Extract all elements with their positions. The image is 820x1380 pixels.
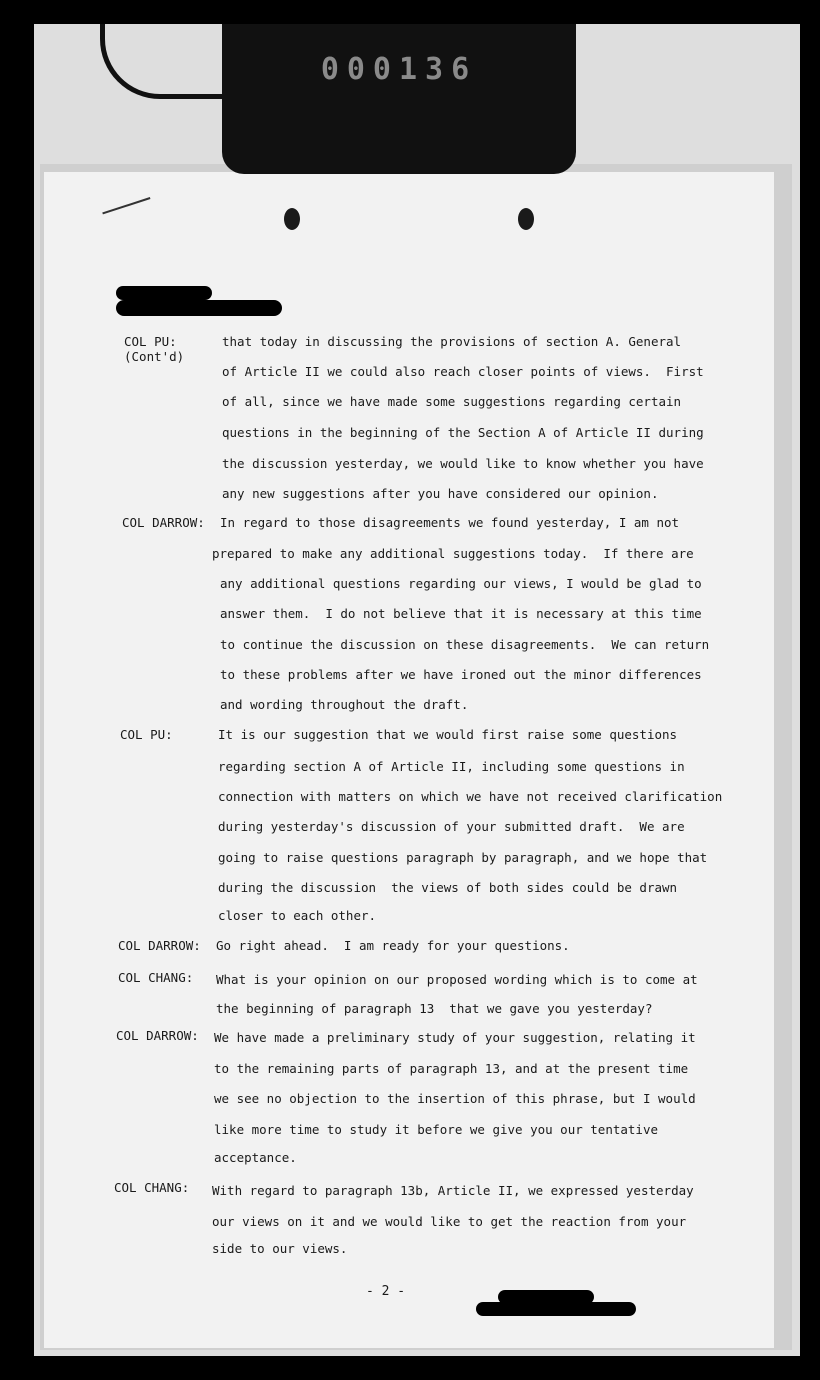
punch-hole-right	[518, 208, 534, 230]
text-line: of all, since we have made some suggestions regarding certain	[222, 394, 682, 409]
text-line: our views on it and we would like to get the reaction from your	[212, 1214, 687, 1229]
text-line: during yesterday's discussion of your submitted draft. We are	[218, 819, 685, 834]
text-line: of Article II we could also reach closer points of views. First	[222, 364, 704, 379]
text-line: It is our suggestion that we would first raise some questions	[218, 727, 678, 742]
speaker-label: COL DARROW:	[122, 515, 205, 530]
text-line: to the remaining parts of paragraph 13, and at the present time	[214, 1061, 689, 1076]
speaker-label: COL PU:	[120, 727, 173, 742]
redaction-bar-bottom-2	[476, 1302, 636, 1316]
text-line: and wording throughout the draft.	[220, 697, 469, 712]
speaker-label: COL PU: (Cont'd)	[124, 334, 185, 364]
text-line: the discussion yesterday, we would like to know whether you have	[222, 456, 704, 471]
text-line: like more time to study it before we give you our tentative	[214, 1122, 659, 1137]
text-line: connection with matters on which we have not received clarification	[218, 789, 723, 804]
text-line: Go right ahead. I am ready for your questions.	[216, 938, 570, 953]
text-line: answer them. I do not believe that it is necessary at this time	[220, 606, 702, 621]
text-line: side to our views.	[212, 1241, 348, 1256]
text-line: acceptance.	[214, 1150, 297, 1165]
speaker-label: COL CHANG:	[118, 970, 194, 985]
text-line: prepared to make any additional suggestions today. If there are	[212, 546, 694, 561]
redaction-bar-top-2	[116, 300, 282, 316]
text-line: any new suggestions after you have considered our opinion.	[222, 486, 659, 501]
text-line: the beginning of paragraph 13 that we gave you yesterday?	[216, 1001, 653, 1016]
text-line: With regard to paragraph 13b, Article II, we expressed yesterday	[212, 1183, 694, 1198]
text-line: to continue the discussion on these disagreements. We can return	[220, 637, 710, 652]
text-line: we see no objection to the insertion of this phrase, but I would	[214, 1091, 696, 1106]
binder-clip	[222, 24, 576, 174]
text-line: that today in discussing the provisions of section A. General	[222, 334, 682, 349]
text-line: questions in the beginning of the Section A of Article II during	[222, 425, 704, 440]
redaction-bar-top-1	[116, 286, 212, 300]
text-line: any additional questions regarding our views, I would be glad to	[220, 576, 702, 591]
page-number: - 2 -	[366, 1284, 406, 1299]
text-line: to these problems after we have ironed out the minor differences	[220, 667, 702, 682]
text-line: going to raise questions paragraph by paragraph, and we hope that	[218, 850, 708, 865]
text-line: In regard to those disagreements we found yesterday, I am not	[220, 515, 680, 530]
text-line: regarding section A of Article II, including some questions in	[218, 759, 685, 774]
text-line: We have made a preliminary study of your suggestion, relating it	[214, 1030, 696, 1045]
speaker-label: COL DARROW:	[118, 938, 201, 953]
clip-stamp-number: 000136	[320, 52, 478, 87]
text-line: What is your opinion on our proposed wording which is to come at	[216, 972, 698, 987]
speaker-label: COL CHANG:	[114, 1180, 190, 1195]
punch-hole-left	[284, 208, 300, 230]
speaker-label: COL DARROW:	[116, 1028, 199, 1043]
text-line: during the discussion the views of both sides could be drawn	[218, 880, 678, 895]
text-line: closer to each other.	[218, 908, 377, 923]
